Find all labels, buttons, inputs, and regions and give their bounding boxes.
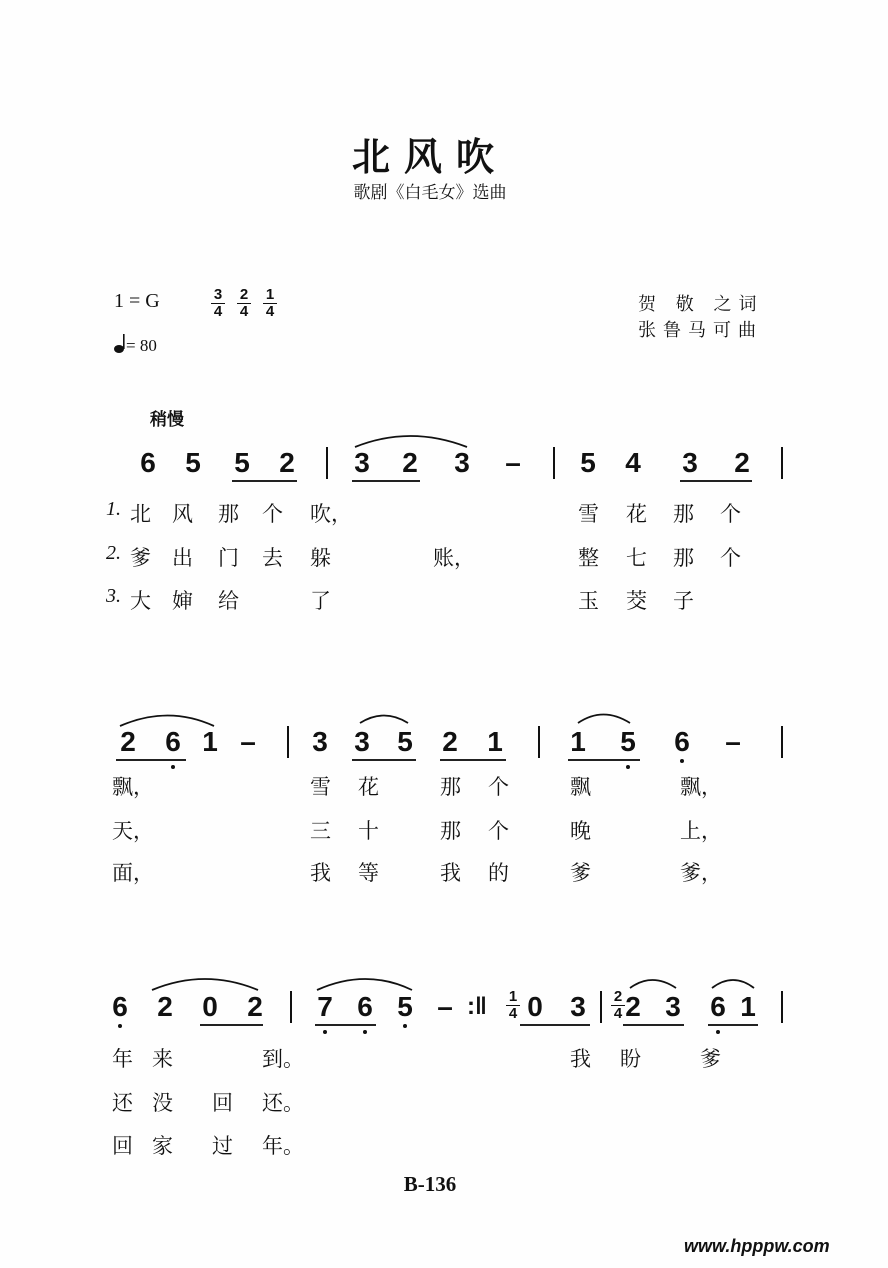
- lyric-syllable: 个: [262, 502, 283, 526]
- lyric-syllable: 去: [262, 546, 283, 570]
- lyric-syllable: 个: [488, 819, 509, 843]
- note: 7: [315, 992, 335, 1022]
- lyric-syllable: 天，: [112, 819, 154, 843]
- lyric-syllable: 过: [212, 1134, 233, 1158]
- quarter-note-icon: [114, 334, 126, 354]
- note: 2: [734, 447, 750, 478]
- note: 3: [570, 991, 586, 1022]
- lyric-syllable: 子: [673, 589, 694, 613]
- slur: [360, 716, 408, 724]
- dash-extension: –: [725, 726, 741, 757]
- slur: [630, 980, 676, 988]
- time-signature-3-4: 3 4: [211, 288, 225, 319]
- lyric-syllable: 风: [172, 502, 193, 526]
- lyric-syllable: 大: [130, 589, 151, 613]
- expression-marking: 稍慢: [150, 410, 184, 430]
- note: 5: [234, 447, 250, 478]
- note: 3: [354, 447, 370, 478]
- note: 2: [120, 726, 136, 757]
- lyric-syllable: 上，: [680, 819, 722, 843]
- lyric-syllable: 来: [152, 1047, 173, 1071]
- lyric-syllable: 玉: [578, 589, 599, 613]
- lyric-syllable: 北: [130, 502, 151, 526]
- lyric-syllable: 花: [626, 502, 647, 526]
- eighth-note-underline: [116, 759, 186, 761]
- lyric-syllable: 年: [112, 1047, 133, 1071]
- lyric-syllable: 我: [310, 861, 331, 885]
- note: 0: [202, 991, 218, 1022]
- lyric-syllable: 那: [440, 819, 461, 843]
- time-signature-1-4: 1 4: [263, 288, 277, 319]
- note: 3: [454, 447, 470, 478]
- dash-extension: –: [240, 726, 256, 757]
- lyric-syllable: 那: [440, 775, 461, 799]
- barline: [538, 726, 540, 758]
- lyric-syllable: 七: [626, 546, 647, 570]
- lyric-syllable: 飘: [570, 775, 591, 799]
- note: 5: [580, 447, 596, 478]
- note: 1: [570, 726, 586, 757]
- eighth-note-underline: [200, 1024, 263, 1026]
- barline: [600, 991, 602, 1023]
- lyric-syllable: 回: [212, 1091, 233, 1115]
- lyric-syllable: 家: [152, 1134, 173, 1158]
- lyric-syllable: 躲: [310, 546, 331, 570]
- note: 6: [355, 992, 375, 1022]
- time-signature-2-4-change: 2 4: [611, 990, 625, 1021]
- lyric-syllable: 回: [112, 1134, 133, 1158]
- time-signature-1-4-change: 1 4: [506, 990, 520, 1021]
- lyric-syllable: 爹: [130, 546, 151, 570]
- lyric-syllable: 整: [578, 546, 599, 570]
- lyric-syllable: 雪: [578, 502, 599, 526]
- composer-credit: 张鲁马可曲: [638, 320, 763, 341]
- barline: [553, 447, 555, 479]
- barline: [290, 991, 292, 1023]
- verse-number: 2.: [106, 542, 121, 564]
- lyric-syllable: 盼: [620, 1047, 641, 1071]
- slur: [712, 980, 754, 988]
- slur: [317, 979, 412, 990]
- dash-extension: –: [505, 447, 521, 478]
- lyric-syllable: 飘，: [112, 775, 154, 799]
- lyric-syllable: 的: [488, 861, 509, 885]
- barline: [781, 726, 783, 758]
- watermark: www.hpppw.com: [684, 1236, 830, 1256]
- key-signature: 1 = G: [114, 290, 160, 312]
- eighth-note-underline: [352, 480, 420, 482]
- lyric-syllable: 没: [152, 1091, 173, 1115]
- verse-number: 3.: [106, 585, 121, 607]
- note: 5: [395, 992, 415, 1022]
- tempo-value: = 80: [126, 336, 157, 355]
- lyric-syllable: 了: [310, 589, 331, 613]
- note: 1: [202, 726, 218, 757]
- note: 3: [682, 447, 698, 478]
- lyric-syllable: 给: [218, 589, 239, 613]
- dash-extension: –: [437, 991, 453, 1022]
- eighth-note-underline: [315, 1024, 376, 1026]
- note: 2: [157, 991, 173, 1022]
- lyric-syllable: 飘，: [680, 775, 722, 799]
- time-signature-2-4: 2 4: [237, 288, 251, 319]
- note: 2: [625, 991, 641, 1022]
- note: 5: [185, 447, 201, 478]
- eighth-note-underline: [232, 480, 297, 482]
- eighth-note-underline: [520, 1024, 590, 1026]
- note: 6: [672, 727, 692, 757]
- lyric-syllable: 还。: [262, 1091, 304, 1115]
- eighth-note-underline: [568, 759, 640, 761]
- note: 2: [402, 447, 418, 478]
- song-title: 北风吹: [351, 135, 508, 179]
- tempo-marking: [114, 334, 157, 356]
- note: 3: [312, 726, 328, 757]
- lyric-syllable: 三: [310, 819, 331, 843]
- lyric-syllable: 茭: [626, 589, 647, 613]
- lyric-syllable: 我: [570, 1047, 591, 1071]
- lyric-syllable: 我: [440, 861, 461, 885]
- lyric-syllable: 等: [358, 861, 379, 885]
- song-subtitle: 歌剧《白毛女》选曲: [353, 183, 507, 203]
- slur: [120, 716, 214, 727]
- barline: [781, 447, 783, 479]
- eighth-note-underline: [680, 480, 752, 482]
- lyric-syllable: 爹: [700, 1047, 721, 1071]
- lyric-syllable: 面，: [112, 861, 154, 885]
- lyric-syllable: 年。: [262, 1134, 304, 1158]
- barline: [781, 991, 783, 1023]
- lyric-syllable: 个: [488, 775, 509, 799]
- lyric-syllable: 还: [112, 1091, 133, 1115]
- lyric-syllable: 晚: [570, 819, 591, 843]
- lyric-syllable: 门: [218, 546, 239, 570]
- note: 5: [618, 727, 638, 757]
- lyric-syllable: 十: [358, 819, 379, 843]
- lyric-syllable: 花: [358, 775, 379, 799]
- lyric-syllable: 爹: [570, 861, 591, 885]
- barline: [326, 447, 328, 479]
- lyricist-credit: 贺 敬 之词: [638, 294, 764, 315]
- note: 4: [625, 447, 641, 478]
- lyric-syllable: 那: [218, 502, 239, 526]
- page-number: B-136: [403, 1172, 457, 1196]
- lyric-syllable: 出: [172, 546, 193, 570]
- lyric-syllable: 那: [673, 502, 694, 526]
- lyric-syllable: 个: [720, 502, 741, 526]
- note: 2: [442, 726, 458, 757]
- note: 2: [279, 447, 295, 478]
- note: 3: [354, 726, 370, 757]
- note: 3: [665, 991, 681, 1022]
- lyric-syllable: 账，: [433, 546, 475, 570]
- slur: [578, 715, 630, 724]
- note: 5: [397, 726, 413, 757]
- lyric-syllable: 那: [673, 546, 694, 570]
- lyric-syllable: 到。: [262, 1047, 304, 1071]
- slur: [152, 979, 258, 990]
- eighth-note-underline: [623, 1024, 684, 1026]
- note: 6: [708, 992, 728, 1022]
- slur: [355, 436, 467, 447]
- note: 2: [247, 991, 263, 1022]
- lyric-syllable: 婶: [172, 589, 193, 613]
- lyric-syllable: 个: [720, 546, 741, 570]
- note: 0: [527, 991, 543, 1022]
- lyric-syllable: 吹，: [310, 502, 352, 526]
- lyric-syllable: 爹，: [680, 861, 722, 885]
- eighth-note-underline: [708, 1024, 758, 1026]
- eighth-note-underline: [440, 759, 506, 761]
- note: 6: [140, 447, 156, 478]
- verse-number: 1.: [106, 498, 121, 520]
- note: 1: [487, 726, 503, 757]
- note: 6: [163, 727, 183, 757]
- repeat-end: :‖: [467, 993, 487, 1020]
- note: 6: [110, 992, 130, 1022]
- barline: [287, 726, 289, 758]
- lyric-syllable: 雪: [310, 775, 331, 799]
- note: 1: [740, 991, 756, 1022]
- eighth-note-underline: [352, 759, 416, 761]
